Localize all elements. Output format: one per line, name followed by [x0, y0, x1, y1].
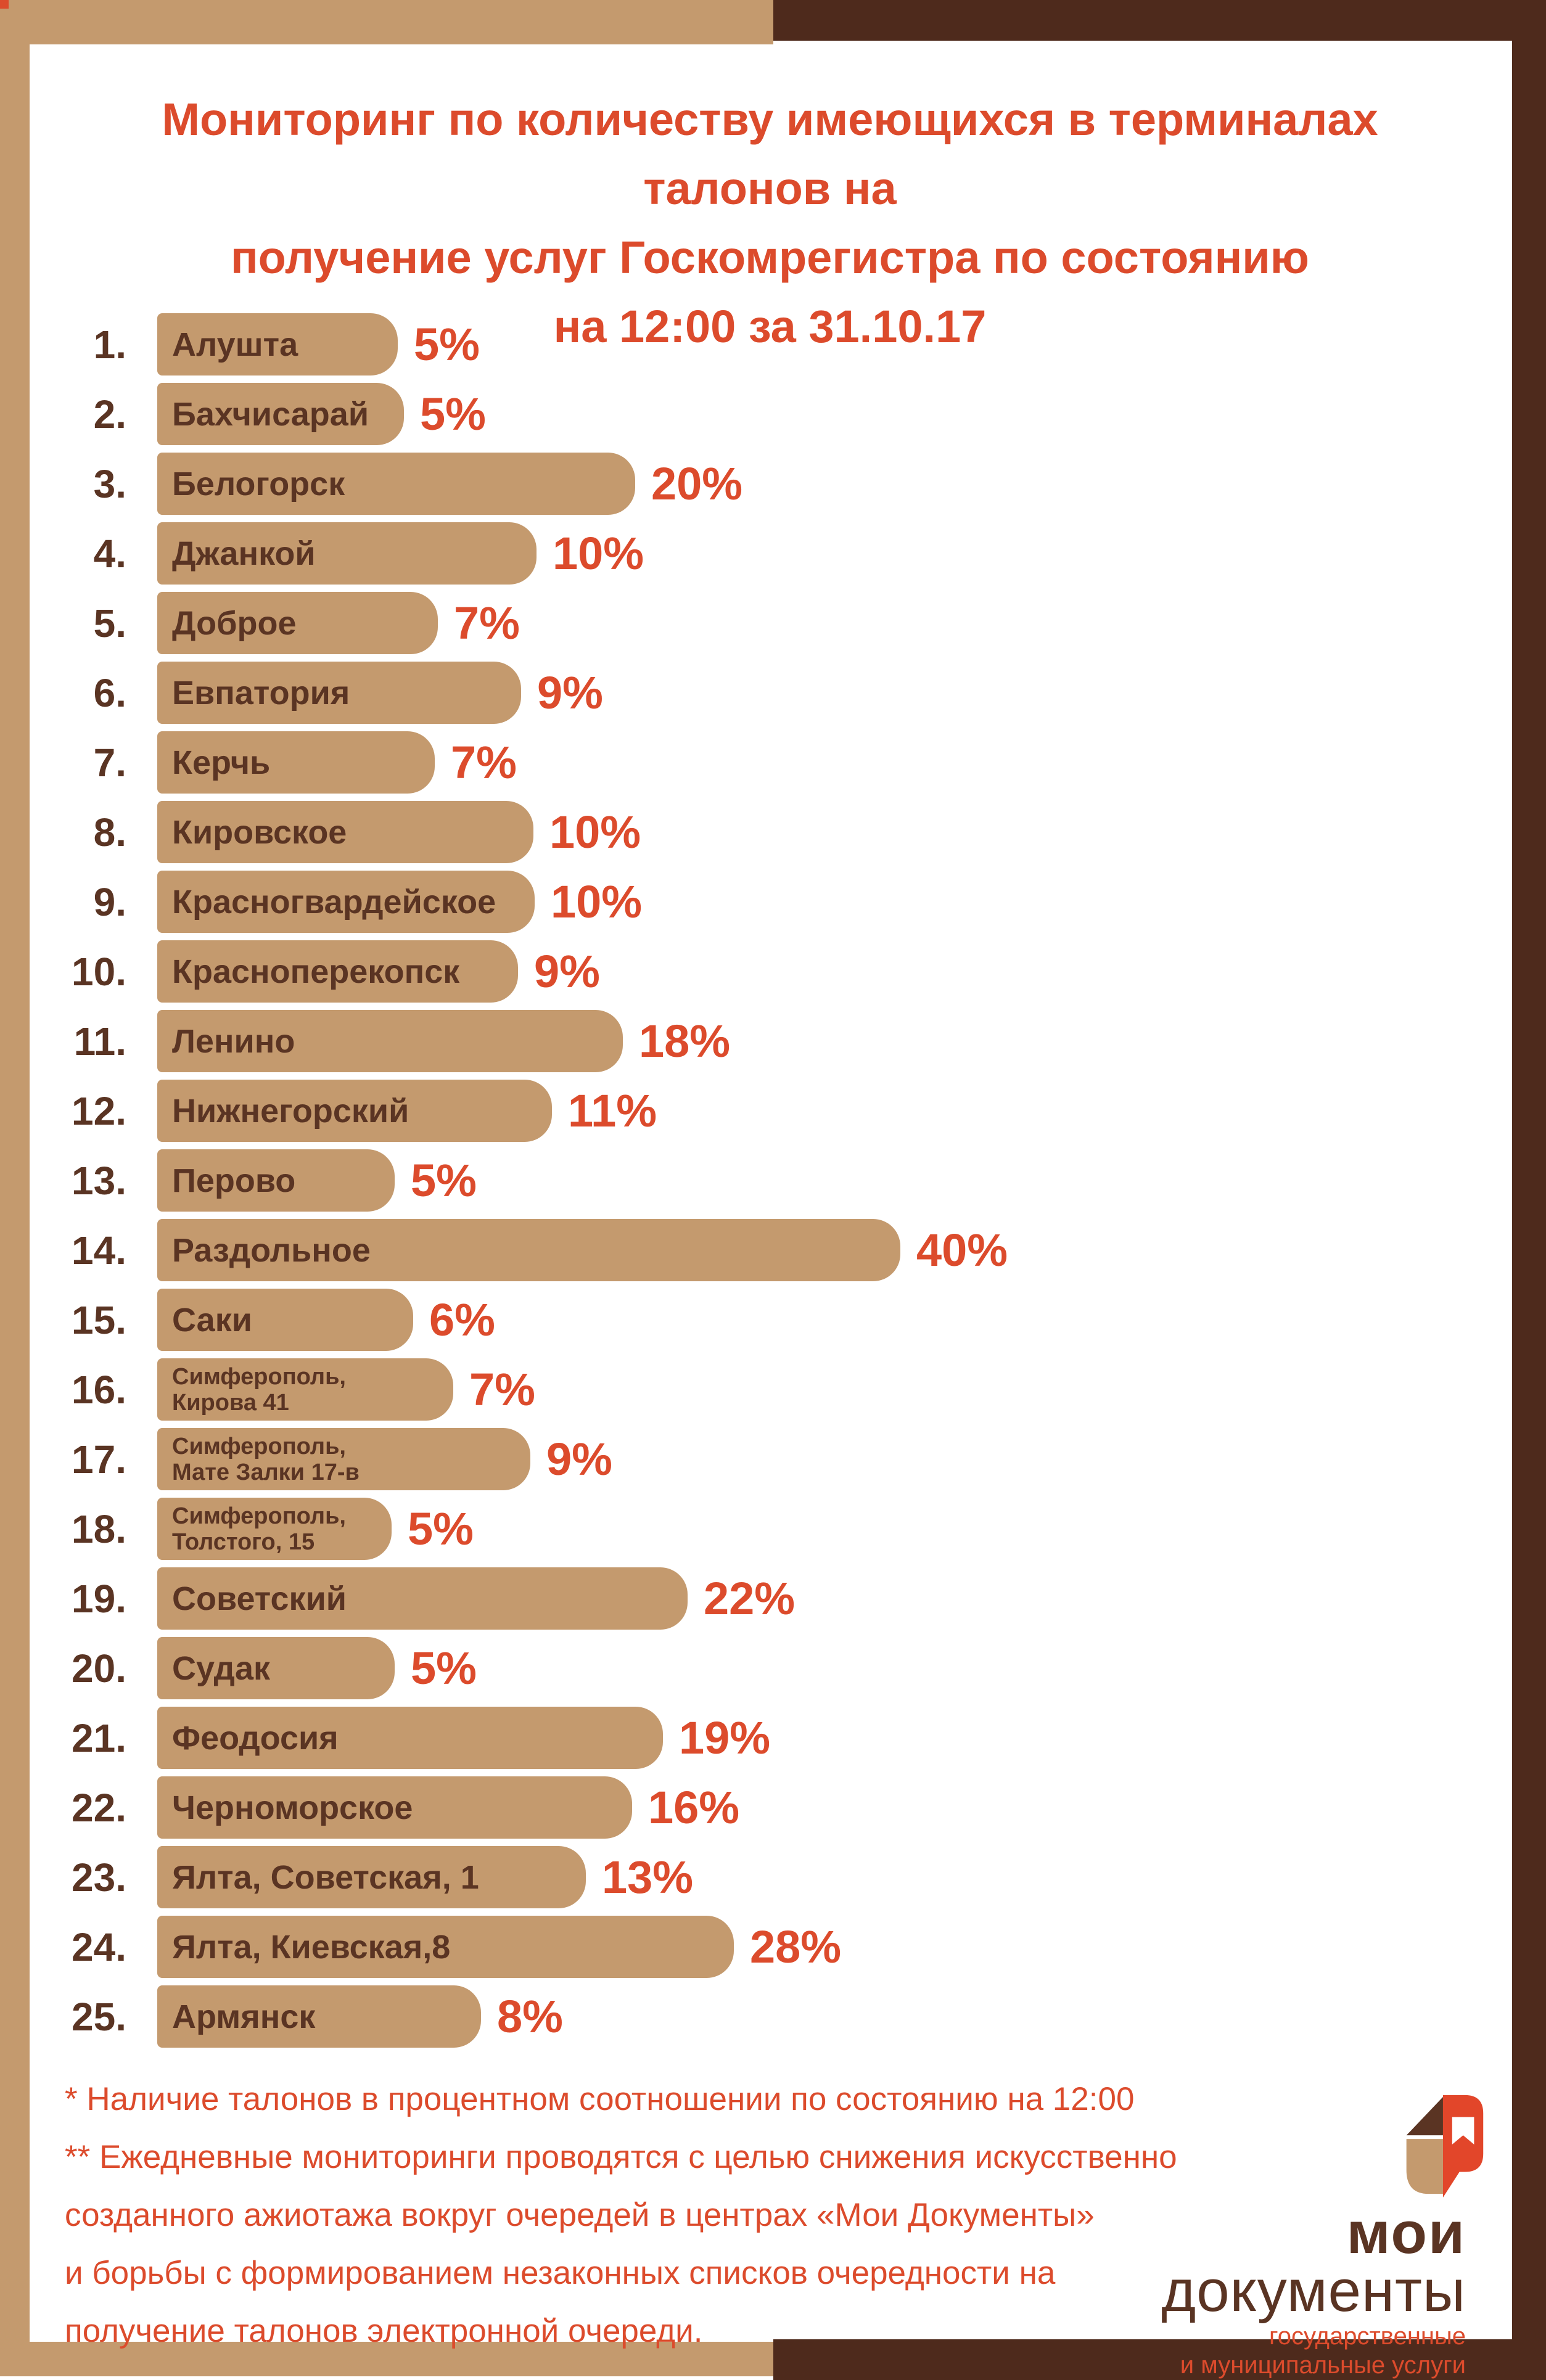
location-label: Саки: [172, 1301, 252, 1339]
percent-value: 40%: [916, 1225, 1008, 1276]
rank-number: 18.: [72, 1506, 126, 1551]
bar: [157, 592, 438, 654]
percent-value: 11%: [568, 1085, 657, 1136]
percent-value: 9%: [534, 946, 600, 997]
rank-number: 12.: [72, 1088, 126, 1133]
list-item: [0, 588, 1509, 658]
footnote-line-1: * Наличие талонов в процентном соотношении по состоянию на 12:00: [65, 2081, 1135, 2117]
logo-tagline-1: государственные: [1268, 2323, 1466, 2350]
bar: [157, 1985, 481, 2048]
percent-value: 7%: [451, 737, 517, 788]
list-item: [0, 1355, 1509, 1424]
rank-number: 17.: [72, 1437, 126, 1482]
percent-value: 5%: [408, 1503, 474, 1554]
percent-value: 22%: [704, 1573, 796, 1624]
percent-value: 6%: [429, 1294, 495, 1345]
rank-number: 19.: [72, 1576, 126, 1621]
bar: [157, 1428, 530, 1490]
list-item: [0, 1494, 1509, 1564]
list-item: [0, 1912, 1509, 1982]
title-line-3: на 12:00 за 31.10.17: [553, 301, 987, 352]
location-label: Керчь: [172, 744, 271, 781]
footnote-line-4: и борьбы с формированием незаконных списков очередности на: [65, 2255, 1056, 2291]
bar: [157, 1776, 632, 1839]
bar: [157, 801, 533, 863]
percent-value: 19%: [679, 1712, 771, 1763]
bar: [157, 1289, 413, 1351]
percent-value: 9%: [546, 1434, 612, 1485]
location-label: Симферополь,: [172, 1503, 346, 1529]
percent-value: 5%: [414, 319, 480, 370]
bar: [157, 1149, 395, 1212]
percent-value: 18%: [639, 1016, 731, 1067]
logo-brand-bottom: документы: [1161, 2258, 1466, 2324]
list-item: [0, 937, 1509, 1006]
location-label: Симферополь,: [172, 1433, 346, 1459]
percent-value: 10%: [553, 528, 644, 579]
frame-top-tan: [5, 0, 773, 44]
list-item: [0, 1633, 1509, 1703]
location-label: Белогорск: [172, 465, 345, 503]
logo-tagline-2: и муниципальные услуги: [1180, 2352, 1466, 2379]
location-label: Ялта, Киевская,8: [172, 1928, 451, 1966]
bar: [157, 522, 537, 585]
frame-right-brown: [1512, 0, 1546, 2380]
title-line-2: получение услуг Госкомрегистра по состоянию: [230, 232, 1309, 283]
rank-number: 10.: [72, 949, 126, 994]
list-item: [0, 1076, 1509, 1146]
rank-number: 20.: [72, 1646, 126, 1691]
rank-number: 11.: [73, 1019, 126, 1064]
rank-number: 5.: [93, 601, 126, 646]
list-item: [0, 379, 1509, 449]
location-label: Кировское: [172, 813, 347, 851]
rank-number: 9.: [93, 879, 126, 924]
percent-value: 5%: [411, 1155, 477, 1206]
bar: [157, 731, 435, 794]
location-label: Черноморское: [172, 1789, 413, 1826]
rank-number: 22.: [72, 1785, 126, 1830]
list-item: [0, 1424, 1509, 1494]
location-label: Перово: [172, 1162, 296, 1199]
bar: [157, 1637, 395, 1699]
bar: [157, 1846, 586, 1908]
location-label: Нижнегорский: [172, 1092, 409, 1130]
percent-value: 10%: [549, 806, 641, 858]
location-label: Симферополь,: [172, 1363, 346, 1390]
percent-value: 9%: [537, 667, 603, 718]
bar: [157, 313, 398, 375]
rank-number: 3.: [93, 461, 126, 506]
percent-value: 13%: [602, 1852, 694, 1903]
percent-value: 28%: [750, 1921, 842, 1972]
location-label-line2: Мате Залки 17-в: [172, 1459, 360, 1485]
percent-value: 7%: [454, 597, 520, 649]
logo-brand-top: мои: [1346, 2200, 1466, 2266]
footnote-line-3: созданного ажиотажа вокруг очередей в центрах «Мои Документы»: [65, 2197, 1095, 2233]
location-label: Красноперекопск: [172, 953, 460, 990]
percent-value: 5%: [411, 1643, 477, 1694]
location-label: Бахчисарай: [172, 395, 369, 433]
bar: [157, 1219, 900, 1281]
bar: [157, 1498, 392, 1560]
moi-dokumenty-logo-icon: [1395, 2091, 1487, 2199]
location-label: Раздольное: [172, 1231, 371, 1269]
list-item: [0, 1006, 1509, 1076]
list-item: [0, 1215, 1509, 1285]
location-label: Ленино: [172, 1022, 295, 1060]
rank-number: 21.: [72, 1715, 126, 1760]
rank-number: 4.: [93, 531, 126, 576]
location-label: Судак: [172, 1649, 271, 1687]
bar: [157, 1010, 623, 1072]
rank-number: 13.: [72, 1158, 126, 1203]
percent-value: 5%: [420, 388, 486, 440]
percent-value: 7%: [469, 1364, 535, 1415]
rank-number: 24.: [72, 1924, 126, 1969]
bar: [157, 1080, 552, 1142]
rank-number: 1.: [93, 322, 126, 367]
list-item: [0, 310, 1509, 379]
rank-number: 14.: [72, 1228, 126, 1273]
rank-number: 23.: [72, 1855, 126, 1900]
percent-value: 20%: [651, 458, 743, 509]
location-label-line2: Кирова 41: [172, 1389, 289, 1416]
location-label: Армянск: [172, 1998, 316, 2035]
list-item: [0, 797, 1509, 867]
list-item: [0, 1773, 1509, 1842]
bar: [157, 1358, 453, 1421]
bar: [157, 1916, 734, 1978]
rank-number: 8.: [93, 810, 126, 855]
rank-number: 7.: [93, 740, 126, 785]
location-label: Красногвардейское: [172, 883, 496, 921]
location-label-line2: Толстого, 15: [172, 1529, 315, 1555]
title-line-1: Мониторинг по количеству имеющихся в терминалах талонов на: [162, 94, 1378, 214]
rank-number: 2.: [93, 392, 126, 437]
location-label: Советский: [172, 1580, 347, 1617]
rank-number: 15.: [72, 1297, 126, 1342]
percent-value: 10%: [551, 876, 643, 927]
bar: [157, 383, 404, 445]
list-item: [0, 449, 1509, 519]
percent-value: 16%: [648, 1782, 740, 1833]
list-item: [0, 1564, 1509, 1633]
location-label: Феодосия: [172, 1719, 339, 1757]
percent-value: 8%: [497, 1991, 563, 2042]
footnote: [65, 2070, 1177, 2360]
location-label: Евпатория: [172, 674, 350, 712]
corner-accent: [0, 0, 9, 9]
list-item: [0, 1842, 1509, 1912]
location-label: Доброе: [172, 604, 297, 642]
bar: [157, 1707, 663, 1769]
bar: [157, 662, 521, 724]
bar-chart: [0, 310, 1509, 2051]
list-item: [0, 1146, 1509, 1215]
list-item: [0, 658, 1509, 728]
bar: [157, 453, 635, 515]
footnote-line-5: получение талонов электронной очереди.: [65, 2313, 703, 2349]
frame-top-brown: [773, 0, 1546, 41]
rank-number: 25.: [72, 1994, 126, 2039]
list-item: [0, 1703, 1509, 1773]
bar: [157, 1567, 688, 1630]
logo-text-block: [1161, 2200, 1466, 2380]
list-item: [0, 1285, 1509, 1355]
footnote-line-2: ** Ежедневные мониторинги проводятся с целью снижения искусственно: [65, 2139, 1177, 2175]
rank-number: 6.: [93, 670, 126, 715]
location-label: Джанкой: [172, 535, 316, 572]
bar: [157, 871, 535, 933]
rank-number: 16.: [72, 1367, 126, 1412]
list-item: [0, 728, 1509, 797]
list-item: [0, 1982, 1509, 2051]
bar: [157, 940, 518, 1003]
list-item: [0, 867, 1509, 937]
list-item: [0, 519, 1509, 588]
location-label: Ялта, Советская, 1: [172, 1858, 479, 1896]
location-label: Алушта: [172, 326, 298, 363]
